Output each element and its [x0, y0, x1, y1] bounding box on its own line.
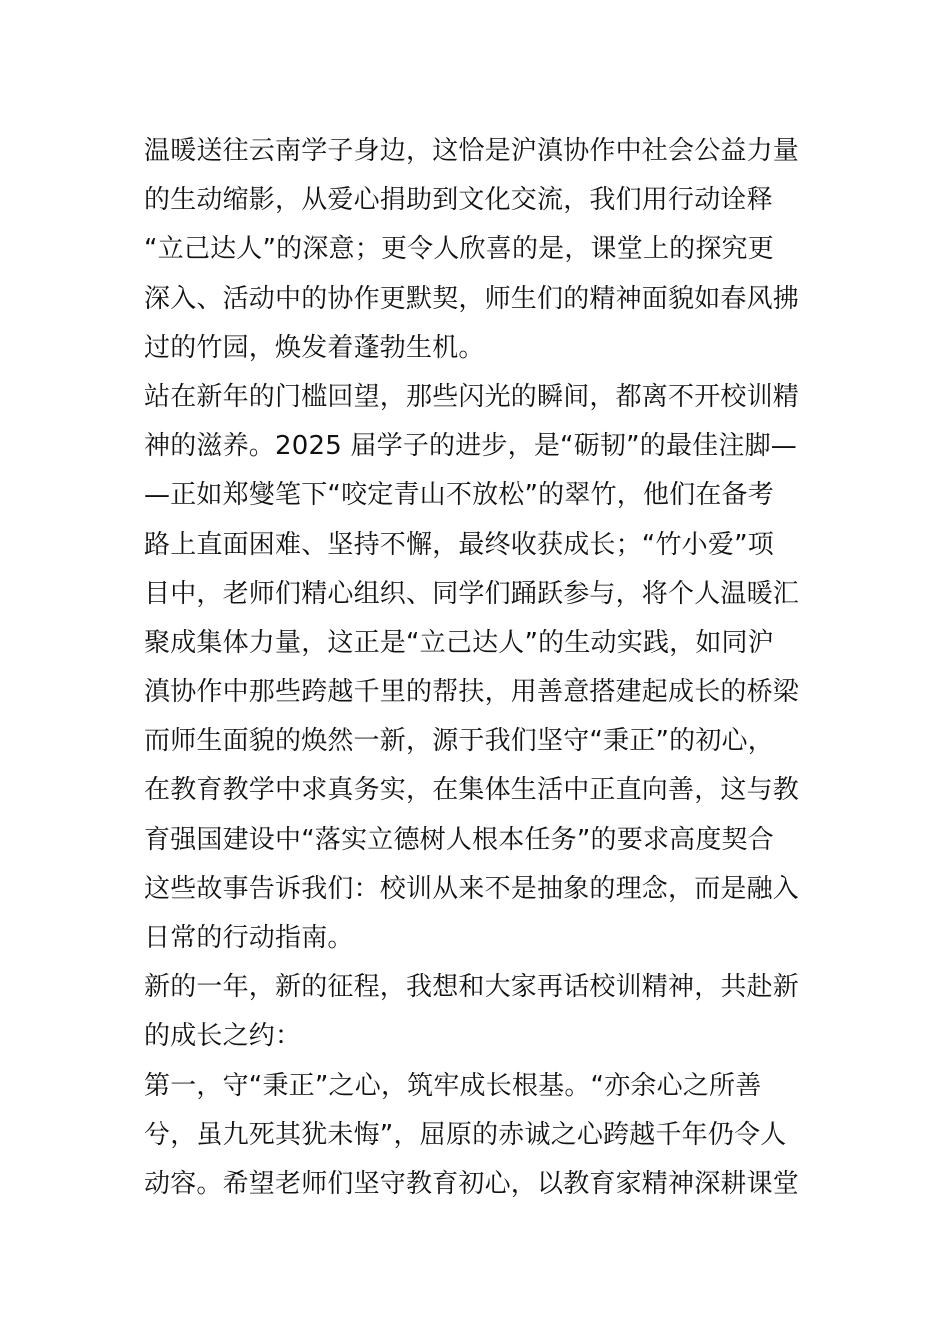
text-line: 育强国建设中“落实立德树人根本任务”的要求高度契合: [144, 824, 774, 855]
text-line: —正如郑燮笔下“咬定青山不放松”的翠竹，他们在备考: [144, 480, 774, 511]
text-line: “立己达人”的深意；更令人欣喜的是，课堂上的探究更: [144, 234, 774, 265]
body-text: [144, 127, 824, 1209]
text-line: 兮，虽九死其犹未悔”，屈原的赤诚之心跨越千年仍令人: [144, 1119, 787, 1150]
text-line: 深入、活动中的协作更默契，师生们的精神面貌如春风拂: [144, 283, 800, 314]
text-line: 这些故事告诉我们：校训从来不是抽象的理念，而是融入: [144, 873, 800, 904]
text-line: 的成长之约：: [144, 1021, 302, 1052]
text-line: 的生动缩影，从爱心捐助到文化交流，我们用行动诠释: [144, 185, 773, 216]
text-line: 而师生面貌的焕然一新，源于我们坚守“秉正”的初心，: [144, 726, 774, 757]
text-line: 路上直面困难、坚持不懈，最终收获成长；“竹小爱”项: [144, 529, 774, 560]
text-line: 过的竹园，焕发着蓬勃生机。: [144, 332, 485, 363]
text-line: 温暖送往云南学子身边，这恰是沪滇协作中社会公益力量: [144, 136, 800, 166]
text-line: 站在新年的门槛回望，那些闪光的瞬间，都离不开校训精: [144, 381, 800, 412]
text-line: 第一，守“秉正”之心，筑牢成长根基。“亦余心之所善: [144, 1070, 762, 1101]
text-line: 滇协作中那些跨越千里的帮扶，用善意搭建起成长的桥梁: [144, 677, 800, 708]
text-line: 聚成集体力量，这正是“立己达人”的生动实践，如同沪: [144, 627, 774, 658]
text-line: 新的一年，新的征程，我想和大家再话校训精神，共赴新: [144, 972, 800, 1003]
text-line: 动容。希望老师们坚守教育初心，以教育家精神深耕课堂: [144, 1168, 800, 1199]
text-line: 在教育教学中求真务实，在集体生活中正直向善，这与教: [144, 775, 800, 806]
text-line: 神的滋养。2025 届学子的进步，是“砺韧”的最佳注脚—: [144, 431, 797, 462]
text-line: 日常的行动指南。: [144, 923, 354, 953]
text-line: 目中，老师们精心组织、同学们踊跃参与，将个人温暖汇: [144, 578, 800, 609]
